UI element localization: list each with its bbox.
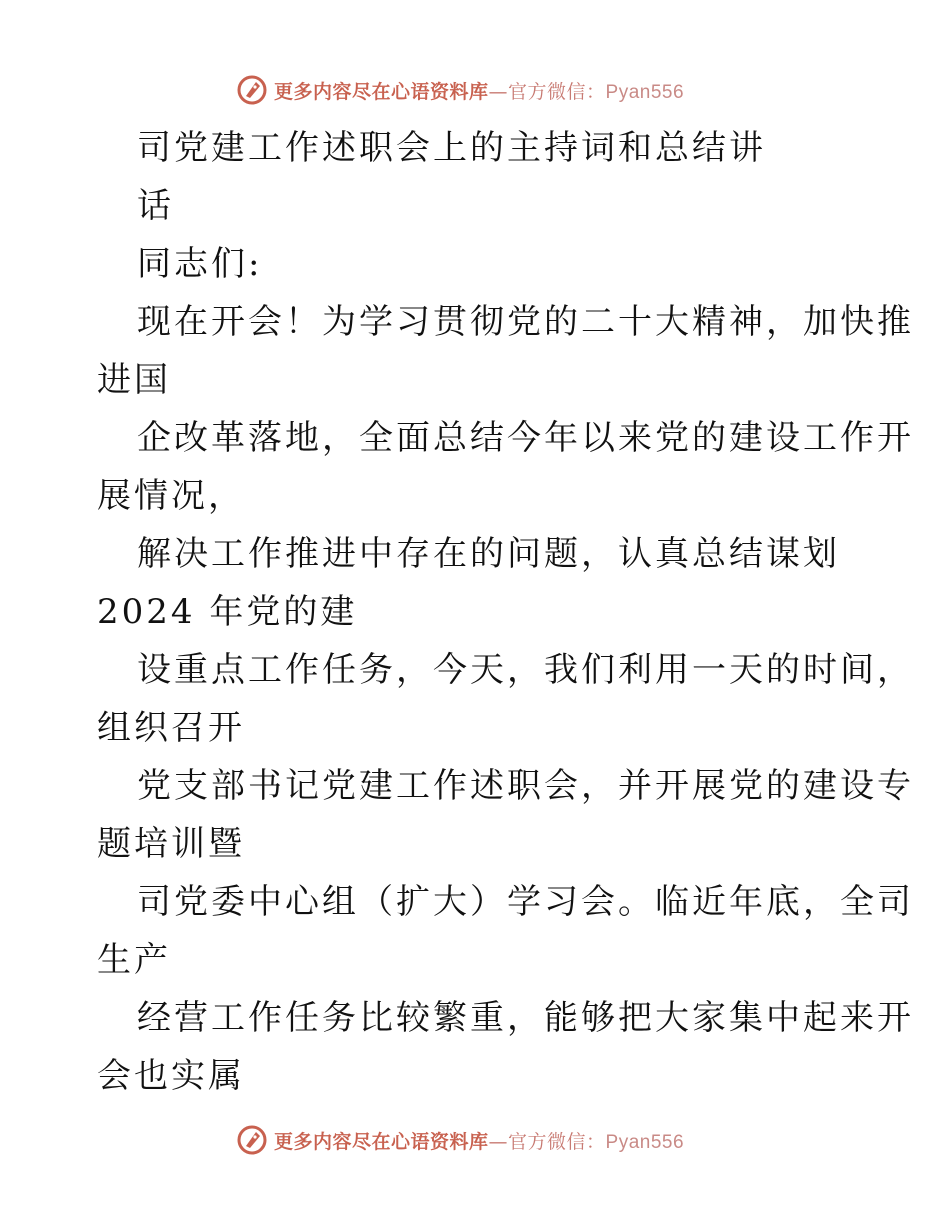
header-watermark [236,72,684,108]
pen-nib-logo-icon [236,74,268,106]
watermark-account-label: 官方微信： [508,1130,606,1153]
body-line-8: 组织召开 [97,708,245,748]
salutation: 同志们: [137,244,263,284]
watermark-account-label: 官方微信： [508,80,606,103]
watermark-account: Pyan556 [605,81,685,103]
watermark-brand: 更多内容尽在心语资料库 [274,80,489,103]
footer-watermark [236,1122,684,1158]
body-line-12: 生产 [97,940,171,980]
title-line-1: 司党建工作述职会上的主持词和总结讲 [137,128,766,168]
body-line-10: 题培训暨 [97,824,245,864]
body-line-13: 经营工作任务比较繁重，能够把大家集中起来开 [137,998,914,1038]
watermark-text [274,1127,684,1154]
body-line-6: 2024 年党的建 [97,592,358,632]
body-line-5: 解决工作推进中存在的问题，认真总结谋划 [137,534,840,574]
watermark-separator: — [488,1130,509,1153]
watermark-account: Pyan556 [605,1131,685,1153]
watermark-brand: 更多内容尽在心语资料库 [274,1130,489,1153]
pen-nib-logo-icon [236,1124,268,1156]
watermark-text [274,77,684,104]
watermark-separator: — [488,80,509,103]
body-line-3: 企改革落地，全面总结今年以来党的建设工作开 [137,418,914,458]
body-line-7: 设重点工作任务，今天，我们利用一天的时间， [137,650,914,690]
body-line-11: 司党委中心组（扩大）学习会。临近年底，全司 [137,882,914,922]
body-line-1: 现在开会！为学习贯彻党的二十大精神，加快推 [137,302,914,342]
body-line-14: 会也实属 [97,1056,245,1096]
body-line-4: 展情况， [97,476,245,516]
title-line-2: 话 [137,186,174,226]
body-line-9: 党支部书记党建工作述职会，并开展党的建设专 [137,766,914,806]
body-line-2: 进国 [97,360,171,400]
